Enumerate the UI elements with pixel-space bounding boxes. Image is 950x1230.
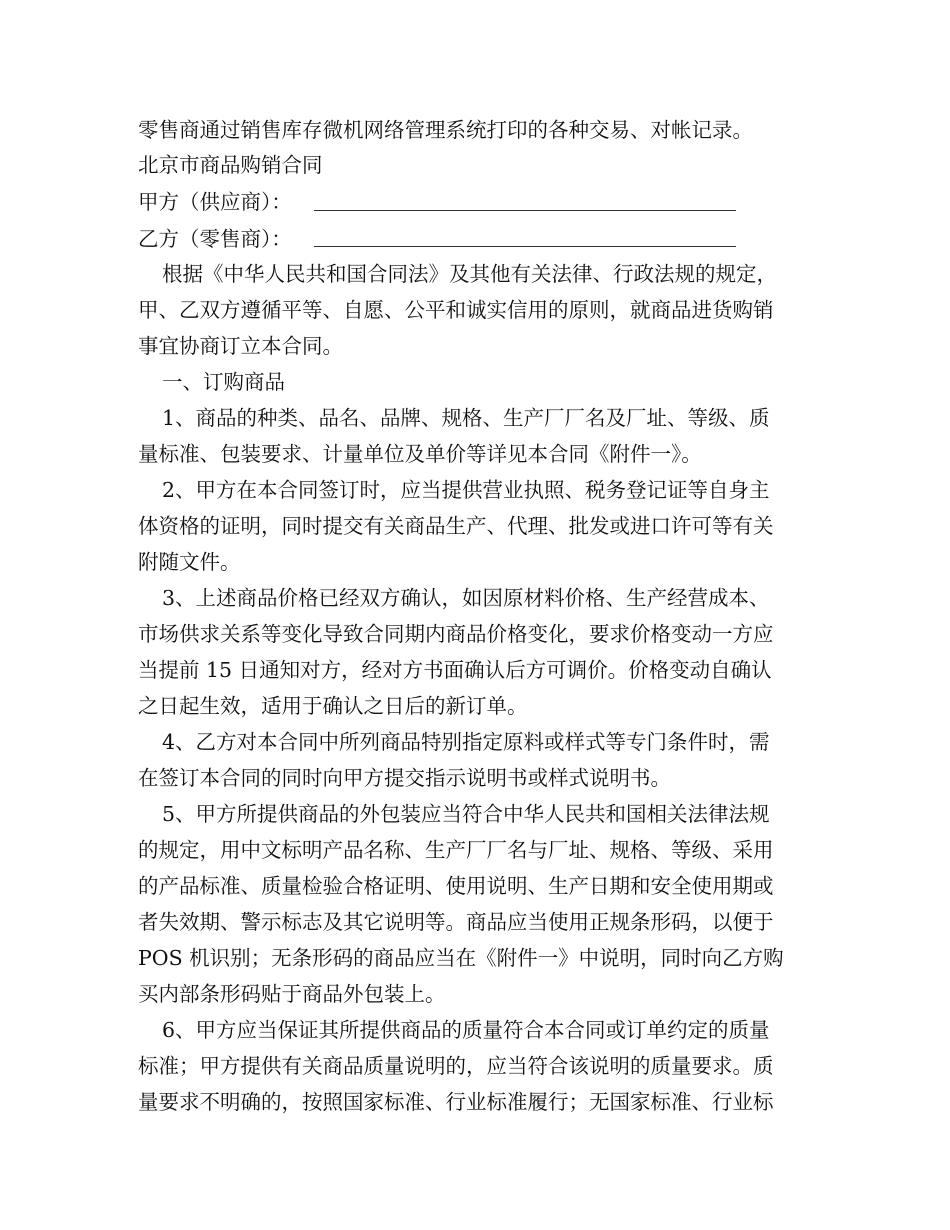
text-line: 体资格的证明，同时提交有关商品生产、代理、批发或进口许可等有关 <box>138 514 774 538</box>
text-line: 在签订本合同的同时向甲方提交指示说明书或样式说明书。 <box>138 766 671 790</box>
text-line: 甲、乙双方遵循平等、自愿、公平和诚实信用的原则，就商品进货购销 <box>138 298 774 322</box>
text-line: 量要求不明确的，按照国家标准、行业标准履行；无国家标准、行业标 <box>138 1090 774 1114</box>
text-line: 者失效期、警示标志及其它说明等。商品应当使用正规条形码，以便于 <box>138 910 774 934</box>
text-line: 6、甲方应当保证其所提供商品的质量符合本合同或订单约定的质量 <box>162 1018 770 1042</box>
text-line: 4、乙方对本合同中所列商品特别指定原料或样式等专门条件时，需 <box>162 730 770 754</box>
text-line: 量标准、包装要求、计量单位及单价等详见本合同《附件一》。 <box>138 442 702 466</box>
text-line: 当提前 15 日通知对方，经对方书面确认后方可调价。价格变动自确认 <box>138 658 772 682</box>
text-line: 的产品标准、质量检验合格证明、使用说明、生产日期和安全使用期或 <box>138 874 774 898</box>
contract-title: 北京市商品购销合同 <box>138 153 323 177</box>
text-line: 的规定，用中文标明产品名称、生产厂厂名与厂址、规格、等级、采用 <box>138 838 774 862</box>
text-line: 零售商通过销售库存微机网络管理系统打印的各种交易、对帐记录。 <box>138 118 753 142</box>
text-line: 买内部条形码贴于商品外包装上。 <box>138 982 446 1006</box>
text-line: POS 机识别；无条形码的商品应当在《附件一》中说明，同时向乙方购 <box>138 946 784 970</box>
text-line: 5、甲方所提供商品的外包装应当符合中华人民共和国相关法律法规 <box>162 802 770 826</box>
text-line: 之日起生效，适用于确认之日后的新订单。 <box>138 694 528 718</box>
text-line: 1、商品的种类、品名、品牌、规格、生产厂厂名及厂址、等级、质 <box>162 406 770 430</box>
party-b-label: 乙方（零售商）： <box>138 227 292 251</box>
text-line: 2、甲方在本合同签订时，应当提供营业执照、税务登记证等自身主 <box>162 478 770 502</box>
text-line: 根据《中华人民共和国合同法》及其他有关法律、行政法规的规定， <box>162 262 777 286</box>
party-a-blank-line <box>314 210 736 211</box>
text-line: 市场供求关系等变化导致合同期内商品价格变化，要求价格变动一方应 <box>138 622 774 646</box>
party-b-blank-line <box>314 246 736 247</box>
section-heading: 一、订购商品 <box>162 370 285 394</box>
text-line: 事宜协商订立本合同。 <box>138 334 343 358</box>
text-line: 标准；甲方提供有关商品质量说明的，应当符合该说明的质量要求。质 <box>138 1054 774 1078</box>
text-line: 3、上述商品价格已经双方确认，如因原材料价格、生产经营成本、 <box>162 586 770 610</box>
text-line: 附随文件。 <box>138 550 241 574</box>
party-a-label: 甲方（供应商）： <box>138 190 292 214</box>
